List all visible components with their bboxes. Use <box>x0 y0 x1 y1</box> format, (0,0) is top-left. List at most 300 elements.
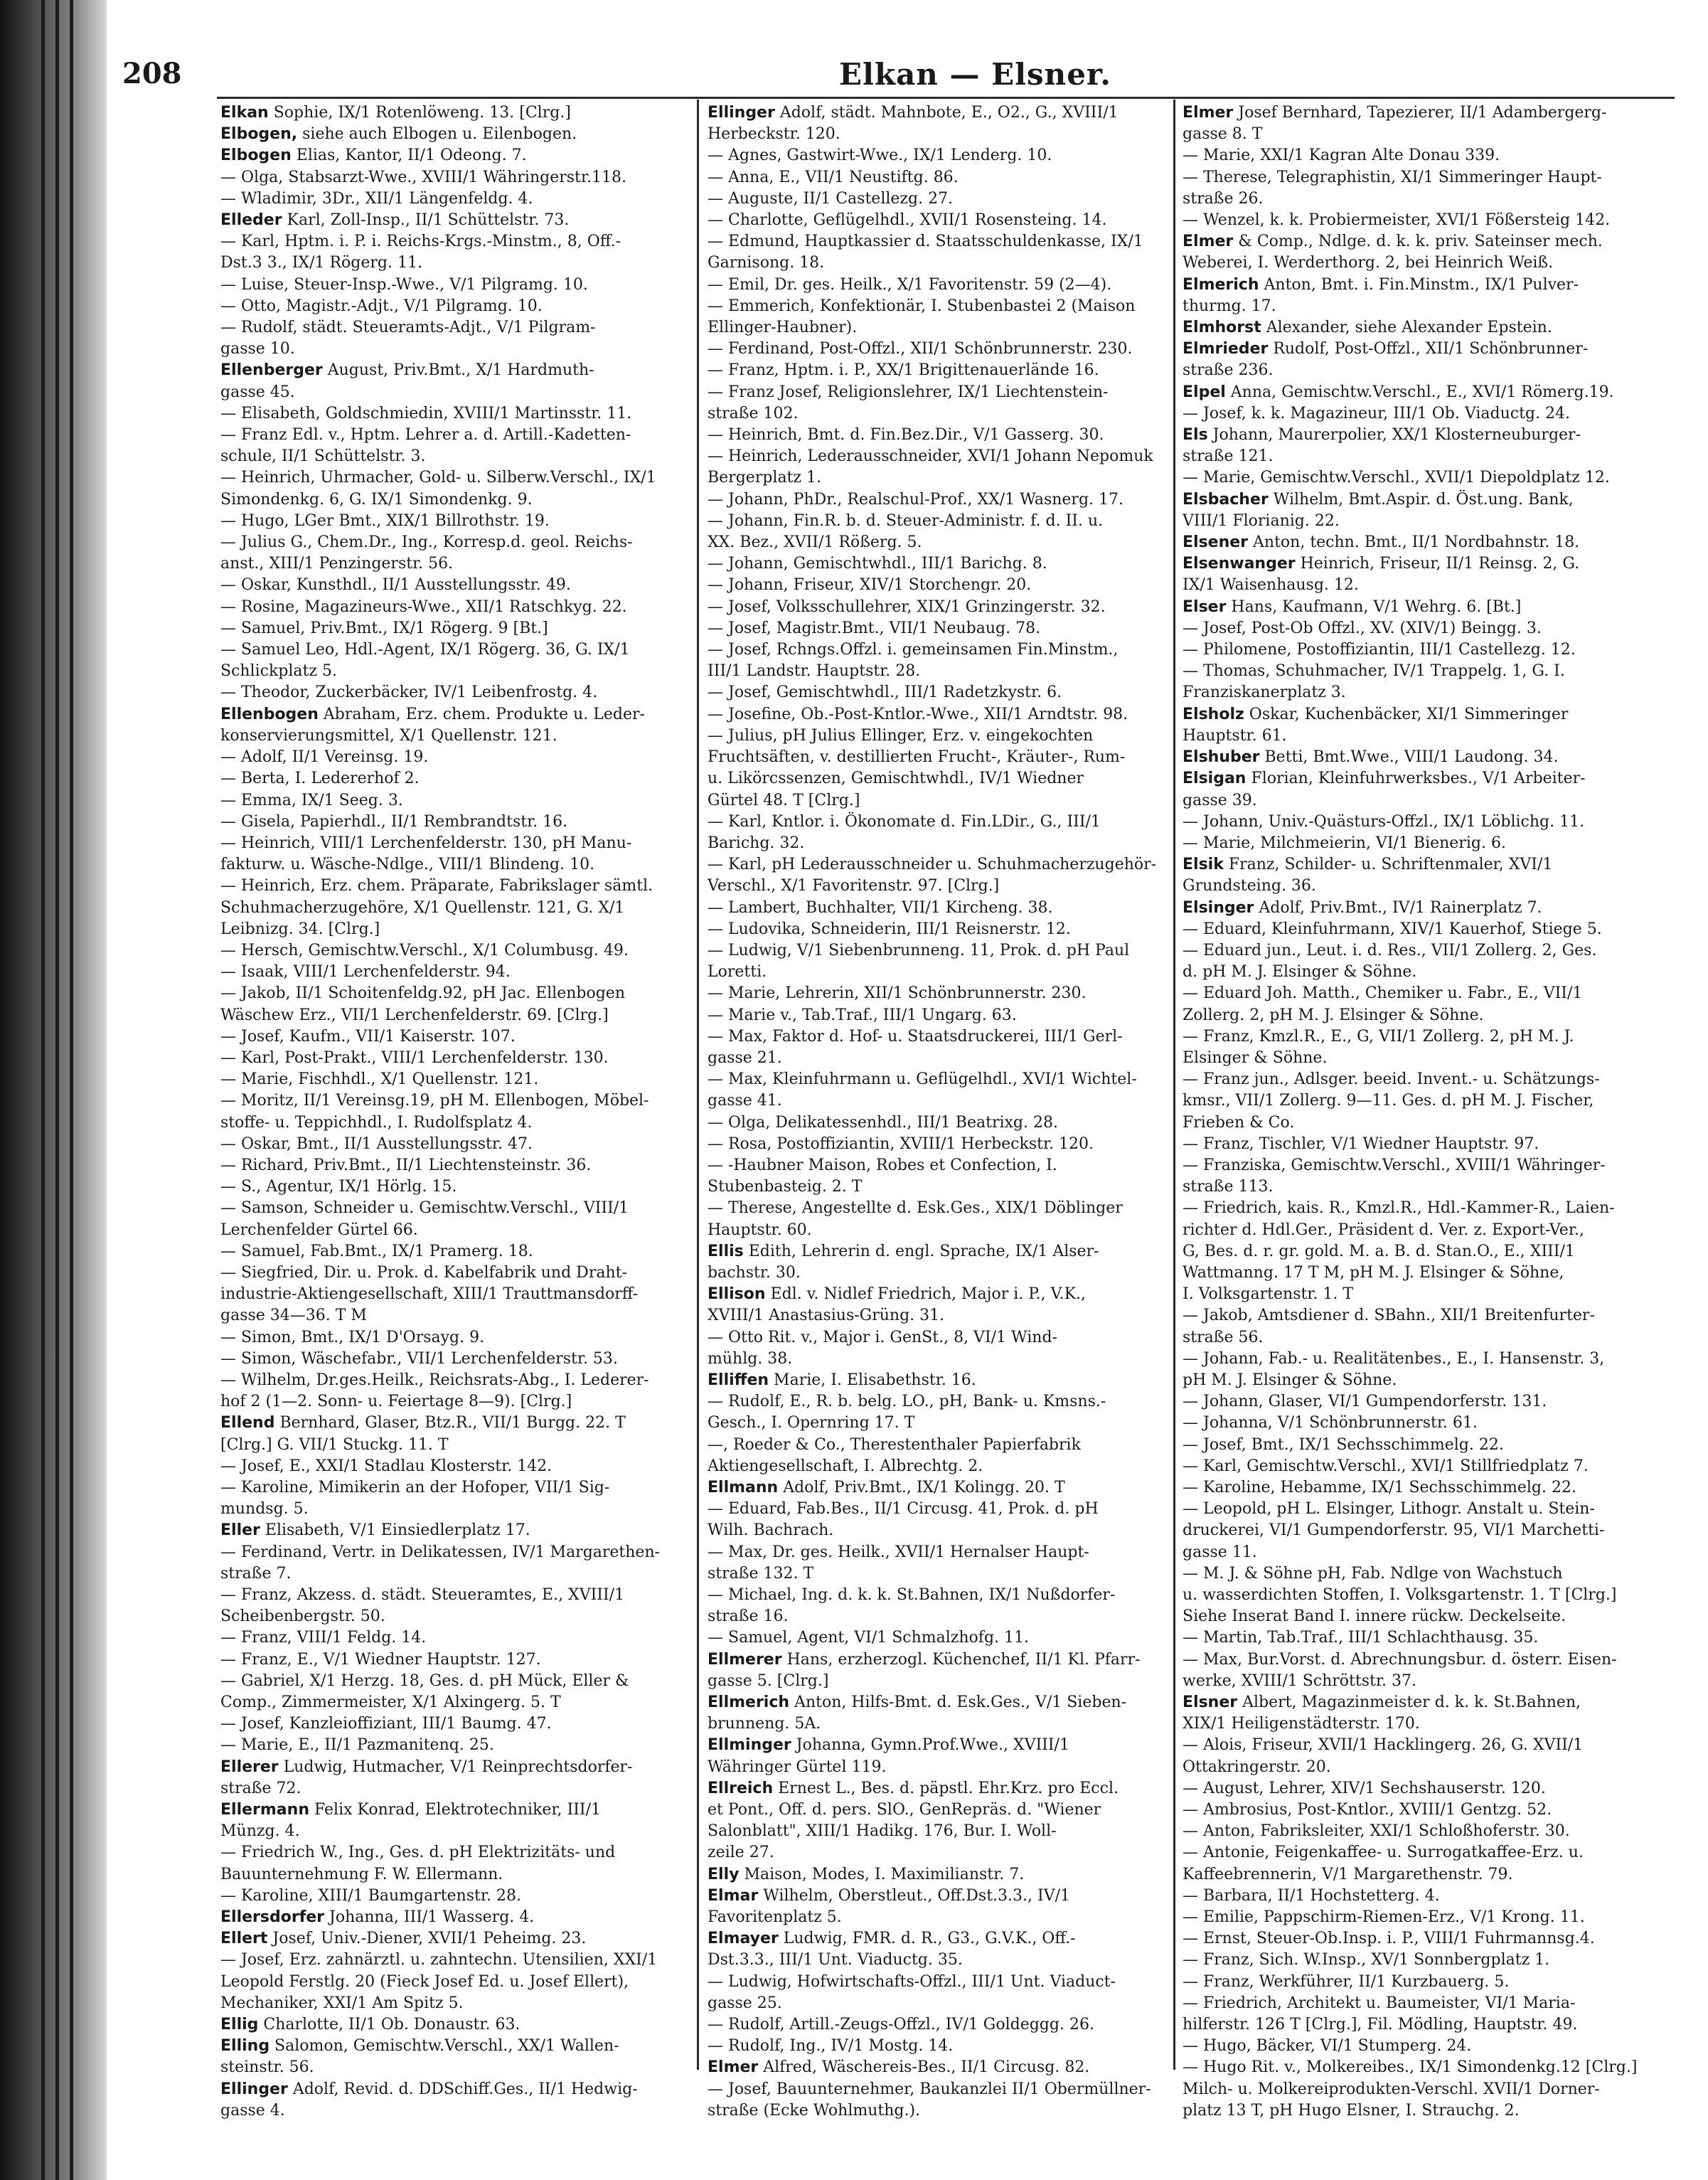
entry-text: — Johann, Friseur, XIV/1 Storchengr. 20. <box>708 576 1032 595</box>
page-number: 208 <box>122 57 182 90</box>
entry-text: Anton, Bmt. i. Fin.Minstm., IX/1 Pulver- <box>1259 275 1579 294</box>
directory-entry <box>220 704 690 725</box>
directory-entry <box>1183 1627 1675 1649</box>
entry-text: Edl. v. Nidlef Friedrich, Major i. P., V.K., <box>765 1285 1087 1304</box>
directory-entry <box>220 231 690 252</box>
entry-surname: Ellinger <box>220 2080 288 2098</box>
directory-entry <box>220 467 690 489</box>
directory-entry <box>220 1542 690 1563</box>
entry-text: Gesch., I. Opernring 17. T <box>708 1414 915 1432</box>
directory-entry <box>220 188 690 210</box>
directory-entry <box>708 1413 1168 1434</box>
directory-entry <box>1183 1649 1675 1671</box>
directory-entry <box>1183 833 1675 854</box>
directory-entry <box>708 1606 1168 1627</box>
directory-entry <box>220 919 690 940</box>
directory-entry <box>1183 983 1675 1004</box>
entry-text: Josef, Univ.-Diener, XVII/1 Peheimg. 23. <box>267 1930 587 1948</box>
directory-entry <box>708 747 1168 768</box>
directory-entry <box>708 1220 1168 1241</box>
entry-text: kmsr., VII/1 Zollerg. 9—11. Ges. d. pH M. J. Fischer, <box>1183 1092 1594 1110</box>
directory-entry <box>1183 467 1675 489</box>
directory-entry <box>708 1176 1168 1198</box>
directory-entry <box>220 1520 690 1541</box>
entry-text: — Max, Dr. ges. Heilk., XVII/1 Hernalser Haupt- <box>708 1543 1089 1561</box>
directory-entry <box>220 1262 690 1284</box>
entry-text: — Otto, Magistr.-Adjt., V/1 Pilgramg. 10. <box>220 297 543 315</box>
entry-text: — Karoline, Hebamme, IX/1 Sechsschimmelg. 22. <box>1183 1479 1576 1496</box>
directory-entry <box>1183 1069 1675 1090</box>
entry-text: — Ambrosius, Post-Kntlor., XVIII/1 Gentzg. 52. <box>1183 1801 1552 1819</box>
entry-text: — Agnes, Gastwirt-Wwe., IX/1 Lenderg. 10. <box>708 147 1052 165</box>
directory-entry <box>708 275 1168 296</box>
directory-entry <box>708 1090 1168 1112</box>
entry-text: — Simon, Wäschefabr., VII/1 Lerchenfelderstr. 53. <box>220 1349 618 1368</box>
directory-entry <box>708 1585 1168 1606</box>
entry-text: — Isaak, VIII/1 Lerchenfelderstr. 94. <box>220 963 511 982</box>
directory-entry <box>220 1907 690 1928</box>
directory-entry <box>1183 2057 1675 2078</box>
entry-text: — Marie v., Tab.Traf., III/1 Ungarg. 63. <box>708 1006 1017 1024</box>
directory-entry <box>708 1391 1168 1413</box>
entry-text: —, Roeder & Co., Therestenthaler Papierfabrik <box>708 1435 1081 1454</box>
entry-text: — Samuel, Fab.Bmt., IX/1 Pramerg. 18. <box>220 1242 533 1260</box>
directory-entry <box>708 339 1168 360</box>
entry-text: — Wilhelm, Dr.ges.Heilk., Reichsrats-Abg., I. Lederer- <box>220 1371 649 1389</box>
directory-entry <box>708 1435 1168 1456</box>
directory-entry <box>708 962 1168 983</box>
entry-text: stoffe- u. Teppichhdl., I. Rudolfsplatz 4. <box>220 1113 533 1132</box>
entry-text: Milch- u. Molkereiprodukten-Verschl. XVII/1 Dorner- <box>1183 2080 1600 2098</box>
directory-entry <box>1183 919 1675 940</box>
entry-text: Adolf, städt. Mahnbote, E., O2., G., XVIII/1 <box>774 104 1119 122</box>
directory-entry <box>1183 1176 1675 1198</box>
directory-entry <box>220 1671 690 1692</box>
directory-entry <box>1183 1349 1675 1370</box>
directory-entry <box>708 725 1168 747</box>
directory-entry <box>1183 252 1675 274</box>
entry-text: — Marie, E., II/1 Pazmanitenq. 25. <box>220 1736 494 1755</box>
directory-entry <box>220 1950 690 1971</box>
entry-text: — Lambert, Buchhalter, VII/1 Kircheng. 38. <box>708 898 1053 917</box>
entry-text: gasse 39. <box>1183 791 1257 809</box>
entry-text: — Wladimir, 3Dr., XII/1 Längenfeldg. 4. <box>220 189 533 208</box>
entry-text: III/1 Landstr. Hauptstr. 28. <box>708 662 921 681</box>
directory-entry <box>1183 124 1675 145</box>
entry-surname: Elsik <box>1183 856 1224 874</box>
directory-entry <box>1183 1928 1675 1950</box>
entry-text: Ludwig, Hutmacher, V/1 Reinprechtsdorfer- <box>278 1758 633 1776</box>
directory-entry <box>708 983 1168 1004</box>
directory-entry <box>708 360 1168 381</box>
directory-entry <box>708 1155 1168 1176</box>
entry-text: Dst.3 3., IX/1 Rögerg. 11. <box>220 254 422 272</box>
directory-entry <box>1183 1435 1675 1456</box>
entry-text: XIX/1 Heiligenstädterstr. 170. <box>1183 1715 1420 1733</box>
directory-entry <box>220 2036 690 2057</box>
entry-text: — Franz, Kmzl.R., E., G, VII/1 Zollerg. 2, pH M. J. <box>1183 1027 1574 1046</box>
directory-entry <box>220 1069 690 1090</box>
entry-text: Betti, Bmt.Wwe., VIII/1 Laudong. 34. <box>1259 748 1559 767</box>
directory-entry <box>708 425 1168 446</box>
entry-text: Hans, erzherzogl. Küchenchef, II/1 Kl. Pfarr- <box>781 1650 1141 1669</box>
entry-text: — Therese, Angestellte d. Esk.Ges., XIX/1 Döblinger <box>708 1199 1123 1218</box>
entry-text: — Wenzel, k. k. Probiermeister, XVI/1 Fößersteig 142. <box>1183 211 1611 230</box>
entry-text: — Johann, Univ.-Quästurs-Offzl., IX/1 Löblichg. 11. <box>1183 812 1585 831</box>
entry-surname: Elmar <box>708 1886 759 1905</box>
directory-entry <box>220 962 690 983</box>
entry-text: — Martin, Tab.Traf., III/1 Schlachthausg. 35. <box>1183 1629 1539 1647</box>
directory-entry <box>708 812 1168 833</box>
entry-text: — Franz jun., Adlsger. beeid. Invent.- u. Schätzungs- <box>1183 1070 1600 1089</box>
directory-entry <box>708 1864 1168 1886</box>
directory-entry <box>708 403 1168 425</box>
directory-entry <box>1183 511 1675 532</box>
entry-text: — Theodor, Zuckerbäcker, IV/1 Leibenfrostg. 4. <box>220 684 598 702</box>
entry-text: — Franz, Werkführer, II/1 Kurzbauerg. 5. <box>1183 1972 1510 1991</box>
entry-text: straße 26. <box>1183 189 1264 208</box>
entry-text: straße 132. T <box>708 1564 814 1583</box>
directory-entry <box>220 1284 690 1305</box>
directory-entry <box>1183 682 1675 703</box>
directory-entry <box>708 1327 1168 1349</box>
entry-text: — Gabriel, X/1 Herzg. 18, Ges. d. pH Mück, Eller & <box>220 1671 629 1690</box>
directory-entry <box>708 1886 1168 1907</box>
entry-text: Marie, I. Elisabethstr. 16. <box>769 1371 976 1389</box>
directory-entry <box>708 1370 1168 1391</box>
directory-entry <box>1183 1950 1675 1971</box>
entry-text: VIII/1 Florianig. 22. <box>1183 511 1340 530</box>
entry-text: straße 102. <box>708 404 799 422</box>
directory-entry <box>708 1713 1168 1735</box>
directory-entry <box>220 511 690 532</box>
directory-entry <box>1183 231 1675 252</box>
entry-text: Währinger Gürtel 119. <box>708 1758 887 1776</box>
entry-text: — Rosine, Magazineurs-Wwe., XII/1 Ratschkyg. 22. <box>220 597 627 616</box>
directory-entry <box>708 1305 1168 1326</box>
entry-surname: Elshuber <box>1183 748 1260 767</box>
entry-text: Hauptstr. 61. <box>1183 726 1287 745</box>
directory-entry <box>708 597 1168 618</box>
directory-entry <box>1183 532 1675 553</box>
entry-text: — Edmund, Hauptkassier d. Staatsschuldenkasse, IX/1 <box>708 233 1143 251</box>
entry-text: — Heinrich, Bmt. d. Fin.Bez.Dir., V/1 Gasserg. 30. <box>708 426 1104 445</box>
entry-text: schule, II/1 Schüttelstr. 3. <box>220 447 426 466</box>
directory-entry <box>708 940 1168 962</box>
entry-text: — Eduard Joh. Matth., Chemiker u. Fabr., E., VII/1 <box>1183 984 1583 1003</box>
entry-text: — Karl, Gemischtw.Verschl., XVI/1 Stillfriedplatz 7. <box>1183 1457 1589 1475</box>
directory-entry <box>1183 1735 1675 1756</box>
directory-entry <box>220 1134 690 1155</box>
entry-text: gasse 41. <box>708 1092 782 1110</box>
entry-text: gasse 10. <box>220 340 295 358</box>
directory-entry <box>220 725 690 747</box>
entry-text: Schuhmacherzugehöre, X/1 Quellenstr. 121, G. X/1 <box>220 898 625 917</box>
entry-surname: Elmer <box>1183 233 1234 251</box>
directory-entry <box>220 553 690 575</box>
entry-text: — Hugo Rit. v., Molkereibes., IX/1 Simondenkg.12 [Clrg.] <box>1183 2058 1638 2077</box>
directory-entry <box>220 1886 690 1907</box>
entry-text: — Ludovika, Schneiderin, III/1 Reisnerstr. 12. <box>708 920 1071 938</box>
entry-text: — Samuel Leo, Hdl.-Agent, IX/1 Rögerg. 36, G. IX/1 <box>220 641 630 659</box>
entry-text: — Marie, Lehrerin, XII/1 Schönbrunnerstr. 230. <box>708 984 1087 1003</box>
entry-text: — Rosa, Postoffiziantin, XVIII/1 Herbeckstr. 120. <box>708 1134 1094 1153</box>
directory-entry <box>220 1821 690 1842</box>
entry-text: Alexander, siehe Alexander Epstein. <box>1261 319 1552 337</box>
entry-text: — Franz, Tischler, V/1 Wiedner Hauptstr. 97. <box>1183 1134 1539 1153</box>
entry-text: Bergerplatz 1. <box>708 469 821 487</box>
entry-surname: Eller <box>220 1521 260 1540</box>
entry-text: Florian, Kleinfuhrwerksbes., V/1 Arbeiter- <box>1246 770 1586 788</box>
directory-entry <box>220 532 690 553</box>
entry-text: — Oskar, Kunsthdl., II/1 Ausstellungsstr. 49. <box>220 576 571 595</box>
entry-text: Ludwig, FMR. d. R., G3., G.V.K., Off.- <box>778 1930 1076 1948</box>
entry-text: — Olga, Delikatessenhdl., III/1 Beatrixg. 28. <box>708 1113 1058 1132</box>
entry-text: Rudolf, Post-Offzl., XII/1 Schönbrunner- <box>1268 340 1589 358</box>
directory-entry <box>1183 1542 1675 1563</box>
directory-entry <box>220 489 690 511</box>
entry-text: Josef Bernhard, Tapezierer, II/1 Adambergerg- <box>1233 104 1607 122</box>
entry-text: — Eduard, Kleinfuhrmann, XIV/1 Kauerhof, Stiege 5. <box>1183 920 1602 938</box>
directory-entry <box>220 854 690 876</box>
entry-text: Loretti. <box>708 963 767 982</box>
entry-text: — Karl, Hptm. i. P. i. Reichs-Krgs.-Minstm., 8, Off.- <box>220 233 621 251</box>
entry-text: I. Volksgartenstr. 1. T <box>1183 1285 1354 1304</box>
directory-entry <box>1183 725 1675 747</box>
directory-entry <box>220 876 690 897</box>
entry-text: — Heinrich, VIII/1 Lerchenfelderstr. 130, pH Manu- <box>220 834 632 852</box>
entry-text: Siehe Inserat Band I. innere rückw. Deckelseite. <box>1183 1607 1566 1626</box>
entry-text: Franziskanerplatz 3. <box>1183 684 1346 702</box>
directory-entry <box>1183 1799 1675 1821</box>
entry-text: Weberei, I. Werderthorg. 2, bei Heinrich Weiß. <box>1183 254 1554 272</box>
directory-entry <box>1183 962 1675 983</box>
entry-surname: Elmhorst <box>1183 319 1261 337</box>
directory-entry <box>220 1370 690 1391</box>
directory-entry <box>1183 1262 1675 1284</box>
entry-text: — Simon, Bmt., IX/1 D'Orsayg. 9. <box>220 1328 485 1346</box>
directory-entry <box>708 704 1168 725</box>
directory-entry <box>708 1241 1168 1262</box>
directory-entry <box>1183 1026 1675 1048</box>
entry-text: — Olga, Stabsarzt-Wwe., XVIII/1 Währingerstr.118. <box>220 168 626 186</box>
directory-entry <box>220 1585 690 1606</box>
entry-text: — Ernst, Steuer-Ob.Insp. i. P., VIII/1 Fuhrmannsg.4. <box>1183 1930 1595 1948</box>
entry-text: — August, Lehrer, XIV/1 Sechshauserstr. 120. <box>1183 1779 1546 1797</box>
entry-text: — Emma, IX/1 Seeg. 3. <box>220 791 403 809</box>
entry-surname: Elleder <box>220 211 282 230</box>
running-head: Elkan — Elsner. <box>839 57 1111 92</box>
directory-entry <box>220 339 690 360</box>
directory-entry <box>220 1112 690 1134</box>
directory-entry <box>220 1627 690 1649</box>
entry-text: — S., Agentur, IX/1 Hörlg. 15. <box>220 1178 457 1196</box>
entry-text: — Josef, Rchngs.Offzl. i. gemeinsamen Fin.Minstm., <box>708 641 1119 659</box>
entry-text: konservierungsmittel, X/1 Quellenstr. 121. <box>220 726 557 745</box>
column-divider-2 <box>1173 100 1175 2070</box>
directory-entry <box>1183 1886 1675 1907</box>
entry-text: — Josef, Erz. zahnärztl. u. zahntechn. Utensilien, XXI/1 <box>220 1951 658 1969</box>
entry-text: Charlotte, II/1 Ob. Donaustr. 63. <box>258 2016 521 2034</box>
entry-text: — Charlotte, Geflügelhdl., XVII/1 Rosensteing. 14. <box>708 211 1107 230</box>
directory-entry <box>708 833 1168 854</box>
entry-text: [Clrg.] G. VII/1 Stuckg. 11. T <box>220 1435 449 1454</box>
directory-entry <box>1183 940 1675 962</box>
directory-entry <box>708 1993 1168 2014</box>
entry-text: — Eduard, Fab.Bes., II/1 Circusg. 41, Prok. d. pH <box>708 1500 1099 1519</box>
directory-entry <box>220 1327 690 1349</box>
entry-text: mundsg. 5. <box>220 1500 309 1519</box>
column-right <box>1183 102 1675 2122</box>
entry-text: industrie-Aktiengesellschaft, XIII/1 Trauttmansdorff- <box>220 1285 639 1304</box>
entry-text: Aktiengesellschaft, I. Albrechtg. 2. <box>708 1457 983 1475</box>
directory-entry <box>220 768 690 789</box>
directory-entry <box>220 1198 690 1219</box>
entry-surname: Elling <box>220 2037 270 2056</box>
directory-entry <box>220 1972 690 1993</box>
entry-text: — Anton, Fabriksleiter, XXI/1 Schloßhoferstr. 30. <box>1183 1822 1570 1841</box>
entry-text: thurmg. 17. <box>1183 297 1276 315</box>
entry-surname: Elsner <box>1183 1694 1238 1712</box>
entry-text: Barichg. 32. <box>708 834 805 852</box>
directory-entry <box>1183 553 1675 575</box>
entry-text: — Karl, pH Lederausschneider u. Schuhmacherzugehör- <box>708 856 1157 874</box>
directory-entry <box>1183 2014 1675 2036</box>
entry-text: gasse 25. <box>708 1994 782 2012</box>
directory-entry <box>220 618 690 639</box>
directory-entry <box>220 446 690 467</box>
entry-text: Johanna, III/1 Wasserg. 4. <box>324 1908 535 1927</box>
directory-entry <box>220 575 690 596</box>
entry-surname: Ellmann <box>708 1479 779 1496</box>
directory-entry <box>708 1134 1168 1155</box>
entry-text: Anton, Hilfs-Bmt. d. Esk.Ges., V/1 Sieben- <box>789 1694 1127 1712</box>
entry-surname: Elsholz <box>1183 705 1244 723</box>
directory-entry <box>220 1692 690 1713</box>
entry-text: Herbeckstr. 120. <box>708 125 840 144</box>
entry-text: — Julius, pH Julius Ellinger, Erz. v. eingekochten <box>708 726 1094 745</box>
directory-entry <box>708 145 1168 166</box>
directory-entry <box>220 1799 690 1821</box>
directory-entry <box>1183 1757 1675 1778</box>
entry-text: — Marie, Fischhdl., X/1 Quellenstr. 121. <box>220 1070 539 1089</box>
directory-entry <box>708 2100 1168 2122</box>
directory-entry <box>1183 790 1675 812</box>
entry-text: — Emmerich, Konfektionär, I. Stubenbastei 2 (Maison <box>708 297 1136 315</box>
directory-entry <box>220 1563 690 1585</box>
directory-entry <box>708 489 1168 511</box>
directory-entry <box>220 1649 690 1671</box>
entry-text: Adolf, Priv.Bmt., IX/1 Kolingg. 20. T <box>778 1479 1065 1496</box>
directory-entry <box>708 532 1168 553</box>
entry-text: — Josef, Post-Ob Offzl., XV. (XIV/1) Beingg. 3. <box>1183 619 1542 637</box>
entry-text: — Franz Josef, Religionslehrer, IX/1 Liechtenstein- <box>708 383 1109 401</box>
entry-text: gasse 5. [Clrg.] <box>708 1671 829 1690</box>
directory-entry <box>220 1456 690 1477</box>
directory-entry <box>708 854 1168 876</box>
entry-text: — Samuel, Agent, VI/1 Schmalzhofg. 11. <box>708 1629 1029 1647</box>
entry-surname: Ellig <box>220 2016 259 2034</box>
directory-entry <box>220 1176 690 1198</box>
entry-text: Stubenbasteig. 2. T <box>708 1178 863 1196</box>
directory-entry <box>708 1069 1168 1090</box>
entry-text: gasse 8. T <box>1183 125 1263 144</box>
entry-text: — Jakob, Amtsdiener d. SBahn., XII/1 Breitenfurter- <box>1183 1307 1595 1325</box>
directory-entry <box>1183 812 1675 833</box>
directory-entry <box>1183 1499 1675 1520</box>
directory-entry <box>220 898 690 919</box>
entry-text: Gürtel 48. T [Clrg.] <box>708 791 860 809</box>
directory-entry <box>220 1005 690 1026</box>
entry-text: — Leopold, pH L. Elsinger, Lithogr. Anstalt u. Stein- <box>1183 1500 1595 1519</box>
directory-entry <box>708 790 1168 812</box>
directory-entry <box>220 1499 690 1520</box>
directory-entry <box>708 467 1168 489</box>
directory-entry <box>708 1456 1168 1477</box>
directory-entry <box>708 188 1168 210</box>
entry-text: — Franz Edl. v., Hptm. Lehrer a. d. Artill.-Kadetten- <box>220 426 631 445</box>
directory-entry <box>220 1864 690 1886</box>
directory-entry <box>220 1778 690 1799</box>
entry-text: — Siegfried, Dir. u. Prok. d. Kabelfabrik und Draht- <box>220 1263 627 1282</box>
directory-entry <box>1183 898 1675 919</box>
directory-entry <box>708 1950 1168 1971</box>
directory-entry <box>1183 661 1675 682</box>
directory-entry <box>1183 446 1675 467</box>
directory-entry <box>220 382 690 403</box>
directory-entry <box>220 1993 690 2014</box>
directory-entry <box>708 2057 1168 2078</box>
directory-entry <box>708 575 1168 596</box>
directory-entry <box>708 1477 1168 1499</box>
entry-text: Grundsteing. 36. <box>1183 877 1316 895</box>
directory-entry <box>708 167 1168 188</box>
entry-text: — Karl, Kntlor. i. Ökonomate d. Fin.LDir., G., III/1 <box>708 812 1101 831</box>
entry-text: — Richard, Priv.Bmt., II/1 Liechtensteinstr. 36. <box>220 1156 592 1174</box>
directory-entry <box>1183 876 1675 897</box>
entry-surname: Ellmerich <box>708 1694 790 1712</box>
entry-text: — Johanna, V/1 Schönbrunnerstr. 61. <box>1183 1414 1478 1432</box>
entry-text: Franz, Schilder- u. Schriftenmaler, XVI/1 <box>1223 856 1553 874</box>
entry-text: — Emilie, Pappschirm-Riemen-Erz., V/1 Krong. 11. <box>1183 1908 1585 1927</box>
entry-text: — Franz, E., V/1 Wiedner Hauptstr. 127. <box>220 1650 541 1669</box>
directory-entry <box>1183 339 1675 360</box>
directory-entry <box>1183 1090 1675 1112</box>
entry-text: gasse 21. <box>708 1048 782 1067</box>
directory-entry <box>220 403 690 425</box>
entry-text: Sophie, IX/1 Rotenlöweng. 13. [Clrg.] <box>268 104 571 122</box>
directory-entry <box>1183 1456 1675 1477</box>
entry-text: gasse 45. <box>220 383 295 401</box>
entry-text: Albert, Magazinmeister d. k. k. St.Bahnen, <box>1237 1694 1581 1712</box>
entry-surname: Ellminger <box>708 1736 791 1755</box>
entry-text: — Heinrich, Lederausschneider, XVI/1 Johann Nepomuk <box>708 447 1153 466</box>
entry-text: Zollerg. 2, pH M. J. Elsinger & Söhne. <box>1183 1006 1484 1024</box>
entry-text: Favoritenplatz 5. <box>708 1908 842 1927</box>
directory-entry <box>1183 1220 1675 1241</box>
entry-text: — Franz, Akzess. d. städt. Steueramtes, E., XVIII/1 <box>220 1586 625 1605</box>
entry-text: Lerchenfelder Gürtel 66. <box>220 1221 418 1239</box>
entry-text: Scheibenbergstr. 50. <box>220 1607 385 1626</box>
entry-surname: Ellerer <box>220 1758 279 1776</box>
entry-text: — -Haubner Maison, Robes et Confection, I. <box>708 1156 1057 1174</box>
entry-surname: Elsinger <box>1183 898 1254 917</box>
directory-entry <box>708 1799 1168 1821</box>
directory-entry <box>708 2036 1168 2057</box>
entry-text: — Hugo, LGer Bmt., XIX/1 Billrothstr. 19. <box>220 511 550 530</box>
entry-text: Garnisong. 18. <box>708 254 825 272</box>
entry-surname: Elbogen <box>220 147 292 165</box>
